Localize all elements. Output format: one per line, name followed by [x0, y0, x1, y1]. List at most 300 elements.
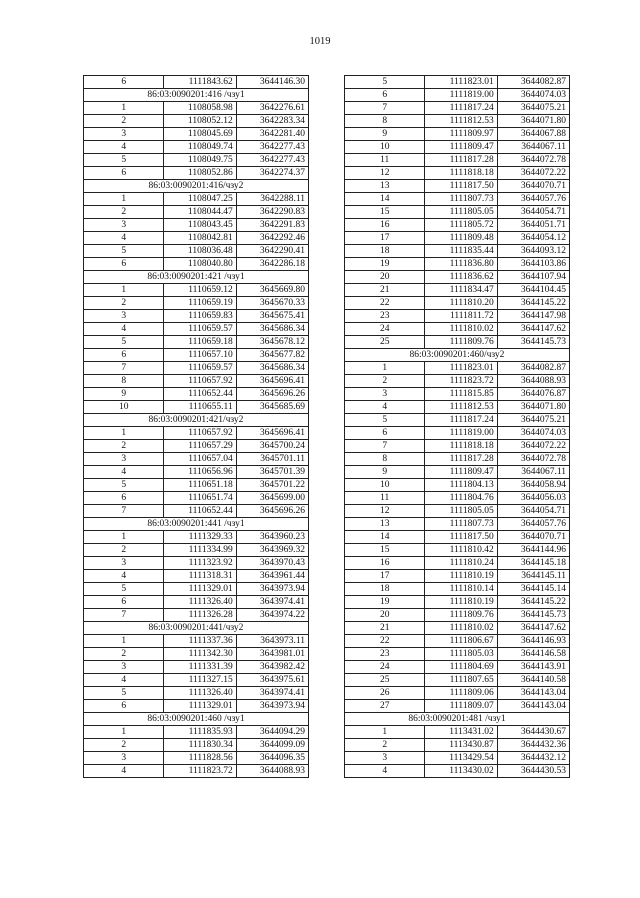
table-row [84, 596, 309, 609]
y-coordinate: 3643973.11 [236, 635, 308, 648]
point-number: 14 [345, 531, 425, 544]
x-coordinate: 1111809.07 [425, 700, 497, 713]
table-row [345, 505, 570, 518]
x-coordinate: 1111817.24 [425, 102, 497, 115]
y-coordinate: 3645701.22 [236, 479, 308, 492]
y-coordinate: 3644051.71 [497, 219, 569, 232]
x-coordinate: 1111810.42 [425, 544, 497, 557]
x-coordinate: 1111835.93 [164, 726, 236, 739]
x-coordinate: 1111819.00 [425, 427, 497, 440]
point-number: 12 [345, 505, 425, 518]
x-coordinate: 1113430.87 [425, 739, 497, 752]
x-coordinate: 1108049.75 [164, 154, 236, 167]
x-coordinate: 1111812.53 [425, 115, 497, 128]
point-number: 4 [84, 466, 164, 479]
x-coordinate: 1111318.31 [164, 570, 236, 583]
point-number: 10 [345, 141, 425, 154]
x-coordinate: 1108043.45 [164, 219, 236, 232]
y-coordinate: 3643975.61 [236, 674, 308, 687]
x-coordinate: 1111326.28 [164, 609, 236, 622]
y-coordinate: 3644104.45 [497, 284, 569, 297]
x-coordinate: 1111326.40 [164, 596, 236, 609]
table-row [345, 141, 570, 154]
point-number: 1 [345, 726, 425, 739]
parcel-header-row [84, 713, 309, 726]
y-coordinate: 3644072.78 [497, 154, 569, 167]
table-row [84, 531, 309, 544]
table-row [345, 245, 570, 258]
table-row [345, 570, 570, 583]
y-coordinate: 3645678.12 [236, 336, 308, 349]
table-row [84, 479, 309, 492]
y-coordinate: 3644145.14 [497, 583, 569, 596]
x-coordinate: 1108040.80 [164, 258, 236, 271]
y-coordinate: 3644071.80 [497, 401, 569, 414]
table-row [345, 76, 570, 89]
point-number: 4 [345, 401, 425, 414]
table-row [84, 401, 309, 414]
y-coordinate: 3643961.44 [236, 570, 308, 583]
x-coordinate: 1111809.76 [425, 336, 497, 349]
y-coordinate: 3642277.43 [236, 141, 308, 154]
point-number: 6 [84, 258, 164, 271]
y-coordinate: 3644088.93 [497, 375, 569, 388]
y-coordinate: 3644075.21 [497, 102, 569, 115]
point-number: 13 [345, 180, 425, 193]
table-row [84, 427, 309, 440]
table-row [345, 466, 570, 479]
point-number: 7 [345, 440, 425, 453]
parcel-id: 86:03:0090201:421/чзу2 [84, 414, 309, 427]
x-coordinate: 1111835.44 [425, 245, 497, 258]
y-coordinate: 3644074.03 [497, 427, 569, 440]
table-row [84, 700, 309, 713]
x-coordinate: 1110656.96 [164, 466, 236, 479]
point-number: 3 [84, 310, 164, 323]
point-number: 11 [345, 154, 425, 167]
table-row [84, 739, 309, 752]
y-coordinate: 3645696.26 [236, 388, 308, 401]
y-coordinate: 3645669.80 [236, 284, 308, 297]
point-number: 3 [84, 453, 164, 466]
point-number: 2 [345, 739, 425, 752]
point-number: 3 [84, 557, 164, 570]
table-row [345, 180, 570, 193]
point-number: 3 [84, 752, 164, 765]
point-number: 16 [345, 219, 425, 232]
table-row [84, 323, 309, 336]
table-row [84, 258, 309, 271]
point-number: 5 [84, 687, 164, 700]
point-number: 6 [84, 492, 164, 505]
y-coordinate: 3645701.39 [236, 466, 308, 479]
x-coordinate: 1111823.01 [425, 362, 497, 375]
x-coordinate: 1111806.67 [425, 635, 497, 648]
y-coordinate: 3644145.11 [497, 570, 569, 583]
table-row [345, 648, 570, 661]
table-row [84, 648, 309, 661]
x-coordinate: 1111329.01 [164, 583, 236, 596]
table-row [345, 544, 570, 557]
table-row [345, 661, 570, 674]
point-number: 5 [84, 336, 164, 349]
table-row [345, 635, 570, 648]
table-row [345, 310, 570, 323]
x-coordinate: 1111834.47 [425, 284, 497, 297]
parcel-header-row [84, 518, 309, 531]
x-coordinate: 1111810.19 [425, 596, 497, 609]
table-row [84, 726, 309, 739]
table-row [84, 310, 309, 323]
point-number: 10 [84, 401, 164, 414]
x-coordinate: 1111823.72 [425, 375, 497, 388]
coordinates-table-right [344, 75, 570, 778]
y-coordinate: 3644143.91 [497, 661, 569, 674]
table-row [345, 674, 570, 687]
y-coordinate: 3644145.22 [497, 596, 569, 609]
point-number: 22 [345, 297, 425, 310]
table-row [84, 440, 309, 453]
table-row [84, 752, 309, 765]
point-number: 4 [84, 765, 164, 778]
y-coordinate: 3644143.04 [497, 700, 569, 713]
y-coordinate: 3645696.41 [236, 375, 308, 388]
x-coordinate: 1111817.50 [425, 531, 497, 544]
x-coordinate: 1110651.18 [164, 479, 236, 492]
x-coordinate: 1111817.24 [425, 414, 497, 427]
point-number: 12 [345, 167, 425, 180]
x-coordinate: 1111823.01 [425, 76, 497, 89]
y-coordinate: 3644071.80 [497, 115, 569, 128]
point-number: 8 [345, 453, 425, 466]
table-row [84, 128, 309, 141]
table-row [84, 687, 309, 700]
table-row [345, 440, 570, 453]
point-number: 24 [345, 661, 425, 674]
x-coordinate: 1111809.47 [425, 466, 497, 479]
x-coordinate: 1111818.18 [425, 440, 497, 453]
y-coordinate: 3644107.94 [497, 271, 569, 284]
x-coordinate: 1111812.53 [425, 401, 497, 414]
parcel-id: 86:03:0090201:421 /чзу1 [84, 271, 309, 284]
x-coordinate: 1110657.92 [164, 427, 236, 440]
table-row [84, 206, 309, 219]
x-coordinate: 1111807.73 [425, 518, 497, 531]
y-coordinate: 3644145.73 [497, 336, 569, 349]
y-coordinate: 3644072.22 [497, 167, 569, 180]
parcel-header-row [84, 180, 309, 193]
point-number: 2 [84, 115, 164, 128]
x-coordinate: 1111817.28 [425, 154, 497, 167]
parcel-id: 86:03:0090201:481 /чзу1 [345, 713, 570, 726]
x-coordinate: 1111331.39 [164, 661, 236, 674]
x-coordinate: 1108036.48 [164, 245, 236, 258]
table-row [345, 726, 570, 739]
y-coordinate: 3644146.58 [497, 648, 569, 661]
point-number: 2 [84, 739, 164, 752]
x-coordinate: 1111810.20 [425, 297, 497, 310]
point-number: 27 [345, 700, 425, 713]
parcel-id: 86:03:0090201:416 /чзу1 [84, 89, 309, 102]
table-row [84, 232, 309, 245]
x-coordinate: 1111329.33 [164, 531, 236, 544]
point-number: 7 [84, 505, 164, 518]
table-row [84, 219, 309, 232]
x-coordinate: 1111809.97 [425, 128, 497, 141]
point-number: 9 [84, 388, 164, 401]
point-number: 9 [345, 128, 425, 141]
point-number: 2 [84, 648, 164, 661]
point-number: 1 [345, 362, 425, 375]
x-coordinate: 1111836.62 [425, 271, 497, 284]
x-coordinate: 1110657.92 [164, 375, 236, 388]
y-coordinate: 3644067.11 [497, 466, 569, 479]
table-row [345, 453, 570, 466]
x-coordinate: 1111815.85 [425, 388, 497, 401]
y-coordinate: 3644075.21 [497, 414, 569, 427]
table-row [345, 271, 570, 284]
y-coordinate: 3642274.37 [236, 167, 308, 180]
x-coordinate: 1111805.03 [425, 648, 497, 661]
table-row [84, 466, 309, 479]
table-row [84, 336, 309, 349]
x-coordinate: 1108047.25 [164, 193, 236, 206]
x-coordinate: 1111337.36 [164, 635, 236, 648]
point-number: 4 [84, 232, 164, 245]
point-number: 8 [345, 115, 425, 128]
point-number: 7 [84, 362, 164, 375]
table-row [345, 622, 570, 635]
x-coordinate: 1111817.28 [425, 453, 497, 466]
point-number: 21 [345, 284, 425, 297]
y-coordinate: 3643973.94 [236, 583, 308, 596]
point-number: 1 [84, 427, 164, 440]
y-coordinate: 3645686.34 [236, 323, 308, 336]
table-row [84, 245, 309, 258]
x-coordinate: 1111807.65 [425, 674, 497, 687]
point-number: 8 [84, 375, 164, 388]
table-row [345, 336, 570, 349]
y-coordinate: 3644147.62 [497, 622, 569, 635]
point-number: 5 [84, 479, 164, 492]
table-row [84, 765, 309, 778]
table-row [84, 284, 309, 297]
point-number: 25 [345, 674, 425, 687]
x-coordinate: 1108052.12 [164, 115, 236, 128]
point-number: 11 [345, 492, 425, 505]
table-row [84, 570, 309, 583]
y-coordinate: 3643970.43 [236, 557, 308, 570]
table-row [345, 700, 570, 713]
table-row [84, 167, 309, 180]
y-coordinate: 3643974.41 [236, 596, 308, 609]
y-coordinate: 3644099.09 [236, 739, 308, 752]
point-number: 23 [345, 310, 425, 323]
point-number: 19 [345, 596, 425, 609]
table-row [345, 193, 570, 206]
point-number: 6 [84, 349, 164, 362]
y-coordinate: 3643960.23 [236, 531, 308, 544]
point-number: 5 [345, 76, 425, 89]
table-row [345, 154, 570, 167]
y-coordinate: 3644094.29 [236, 726, 308, 739]
point-number: 20 [345, 609, 425, 622]
point-number: 5 [84, 245, 164, 258]
table-row [84, 362, 309, 375]
x-coordinate: 1111809.48 [425, 232, 497, 245]
y-coordinate: 3643981.01 [236, 648, 308, 661]
point-number: 2 [84, 440, 164, 453]
y-coordinate: 3644057.76 [497, 518, 569, 531]
x-coordinate: 1111819.00 [425, 89, 497, 102]
y-coordinate: 3643982.42 [236, 661, 308, 674]
x-coordinate: 1111811.72 [425, 310, 497, 323]
table-row [84, 375, 309, 388]
point-number: 4 [345, 765, 425, 778]
x-coordinate: 1111809.76 [425, 609, 497, 622]
point-number: 3 [345, 388, 425, 401]
x-coordinate: 1108042.81 [164, 232, 236, 245]
x-coordinate: 1110659.12 [164, 284, 236, 297]
point-number: 26 [345, 687, 425, 700]
parcel-header-row [84, 414, 309, 427]
y-coordinate: 3644058.94 [497, 479, 569, 492]
y-coordinate: 3642276.61 [236, 102, 308, 115]
x-coordinate: 1111817.50 [425, 180, 497, 193]
table-row [345, 219, 570, 232]
parcel-header-row [84, 622, 309, 635]
y-coordinate: 3642290.83 [236, 206, 308, 219]
point-number: 1 [84, 635, 164, 648]
x-coordinate: 1111329.01 [164, 700, 236, 713]
y-coordinate: 3644096.35 [236, 752, 308, 765]
table-row [345, 609, 570, 622]
table-row [345, 765, 570, 778]
coordinates-table-left [83, 75, 309, 778]
table-row [84, 102, 309, 115]
x-coordinate: 1111810.24 [425, 557, 497, 570]
point-number: 20 [345, 271, 425, 284]
table-row [345, 115, 570, 128]
y-coordinate: 3642283.34 [236, 115, 308, 128]
x-coordinate: 1110659.18 [164, 336, 236, 349]
y-coordinate: 3643974.22 [236, 609, 308, 622]
point-number: 4 [84, 674, 164, 687]
table-row [345, 388, 570, 401]
y-coordinate: 3644147.62 [497, 323, 569, 336]
y-coordinate: 3645701.11 [236, 453, 308, 466]
x-coordinate: 1110659.57 [164, 362, 236, 375]
x-coordinate: 1108058.98 [164, 102, 236, 115]
table-row [345, 323, 570, 336]
point-number: 1 [84, 102, 164, 115]
point-number: 19 [345, 258, 425, 271]
table-row [84, 505, 309, 518]
table-row [345, 258, 570, 271]
y-coordinate: 3644146.93 [497, 635, 569, 648]
table-row [345, 479, 570, 492]
y-coordinate: 3645696.26 [236, 505, 308, 518]
point-number: 18 [345, 245, 425, 258]
y-coordinate: 3644056.03 [497, 492, 569, 505]
x-coordinate: 1111804.13 [425, 479, 497, 492]
y-coordinate: 3642290.41 [236, 245, 308, 258]
point-number: 6 [345, 89, 425, 102]
y-coordinate: 3644103.86 [497, 258, 569, 271]
point-number: 2 [84, 206, 164, 219]
point-number: 1 [84, 726, 164, 739]
table-row [84, 76, 309, 89]
point-number: 1 [84, 193, 164, 206]
x-coordinate: 1110657.29 [164, 440, 236, 453]
point-number: 15 [345, 544, 425, 557]
y-coordinate: 3645677.82 [236, 349, 308, 362]
x-coordinate: 1108044.47 [164, 206, 236, 219]
point-number: 21 [345, 622, 425, 635]
x-coordinate: 1111810.14 [425, 583, 497, 596]
y-coordinate: 3644076.87 [497, 388, 569, 401]
y-coordinate: 3645670.33 [236, 297, 308, 310]
x-coordinate: 1111828.56 [164, 752, 236, 765]
x-coordinate: 1110655.11 [164, 401, 236, 414]
y-coordinate: 3643973.94 [236, 700, 308, 713]
x-coordinate: 1113431.02 [425, 726, 497, 739]
y-coordinate: 3643969.32 [236, 544, 308, 557]
table-row [345, 492, 570, 505]
x-coordinate: 1108052.86 [164, 167, 236, 180]
x-coordinate: 1111807.73 [425, 193, 497, 206]
table-row [345, 531, 570, 544]
point-number: 9 [345, 466, 425, 479]
y-coordinate: 3644432.36 [497, 739, 569, 752]
x-coordinate: 1111810.02 [425, 323, 497, 336]
y-coordinate: 3644088.93 [236, 765, 308, 778]
x-coordinate: 1110652.44 [164, 505, 236, 518]
table-row [345, 284, 570, 297]
table-row [84, 492, 309, 505]
x-coordinate: 1110652.44 [164, 388, 236, 401]
table-row [84, 557, 309, 570]
x-coordinate: 1113430.02 [425, 765, 497, 778]
y-coordinate: 3644067.88 [497, 128, 569, 141]
point-number: 15 [345, 206, 425, 219]
y-coordinate: 3642292.46 [236, 232, 308, 245]
table-row [345, 583, 570, 596]
point-number: 25 [345, 336, 425, 349]
point-number: 6 [84, 596, 164, 609]
point-number: 6 [84, 700, 164, 713]
x-coordinate: 1111809.06 [425, 687, 497, 700]
table-row [84, 388, 309, 401]
y-coordinate: 3643974.41 [236, 687, 308, 700]
point-number: 10 [345, 479, 425, 492]
point-number: 7 [84, 609, 164, 622]
x-coordinate: 1111327.15 [164, 674, 236, 687]
x-coordinate: 1111836.80 [425, 258, 497, 271]
parcel-id: 86:03:0090201:441 /чзу1 [84, 518, 309, 531]
point-number: 3 [84, 128, 164, 141]
table-row [84, 583, 309, 596]
x-coordinate: 1111334.99 [164, 544, 236, 557]
y-coordinate: 3645685.69 [236, 401, 308, 414]
parcel-header-row [345, 713, 570, 726]
x-coordinate: 1111809.47 [425, 141, 497, 154]
point-number: 17 [345, 232, 425, 245]
point-number: 2 [84, 544, 164, 557]
point-number: 22 [345, 635, 425, 648]
x-coordinate: 1111810.02 [425, 622, 497, 635]
table-row [345, 752, 570, 765]
